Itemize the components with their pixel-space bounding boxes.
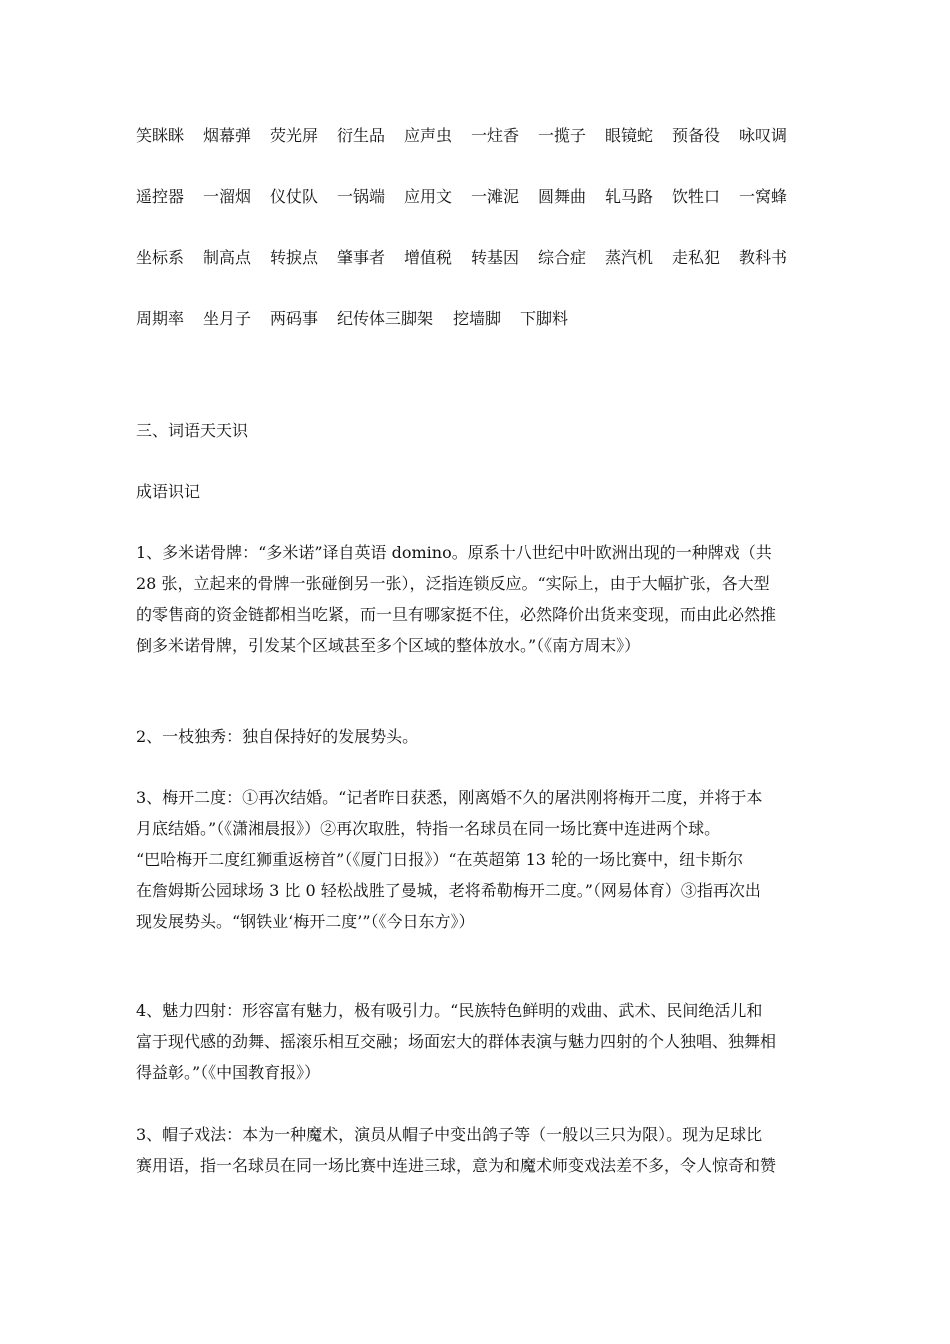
word-item: 制高点 bbox=[203, 248, 252, 267]
word-item: 应声虫 bbox=[404, 126, 453, 145]
word-item: 坐标系 bbox=[136, 248, 185, 267]
word-item: 烟幕弹 bbox=[203, 126, 252, 145]
entry-text-line: 1、多米诺骨牌：“多米诺”译自英语 domino。原系十八世纪中叶欧洲出现的一种牌戏（共 bbox=[136, 543, 772, 562]
entry-text-line: 赛用语，指一名球员在同一场比赛中连进三球，意为和魔术师变戏法差不多，令人惊奇和赞 bbox=[136, 1156, 777, 1175]
word-item: 预备役 bbox=[672, 126, 721, 145]
word-item: 走私犯 bbox=[672, 248, 721, 267]
word-item: 应用文 bbox=[404, 187, 453, 206]
entry-text-line: 倒多米诺骨牌，引发某个区域甚至多个区域的整体放水。”（《南方周末》） bbox=[136, 636, 641, 655]
entry-text-line: 4、魅力四射：形容富有魅力，极有吸引力。“民族特色鲜明的戏曲、武术、民间绝活儿和 bbox=[136, 1001, 763, 1020]
word-item: 纪传体三脚架 bbox=[337, 309, 434, 328]
word-item: 轧马路 bbox=[605, 187, 654, 206]
word-item: 咏叹调 bbox=[739, 126, 788, 145]
word-item: 两码事 bbox=[270, 309, 319, 328]
entry-text-line: 月底结婚。”（《潇湘晨报》）②再次取胜，特指一名球员在同一场比赛中连进两个球。 bbox=[136, 819, 721, 838]
word-item: 周期率 bbox=[136, 309, 185, 328]
entry-text-line: 现发展势头。“钢铁业‘梅开二度’”（《今日东方》） bbox=[136, 912, 475, 931]
section-title: 三、词语天天识 bbox=[136, 421, 249, 440]
word-item: 肇事者 bbox=[337, 248, 386, 267]
word-item: 一溜烟 bbox=[203, 187, 252, 206]
word-item: 衍生品 bbox=[337, 126, 386, 145]
word-item: 一锅端 bbox=[337, 187, 386, 206]
word-item: 教科书 bbox=[739, 248, 788, 267]
entry-text-line: 28 张，立起来的骨牌一张碰倒另一张），泛指连锁反应。“实际上，由于大幅扩张，各大型 bbox=[136, 574, 770, 593]
word-item: 圆舞曲 bbox=[538, 187, 587, 206]
entry-text-line: 富于现代感的劲舞、摇滚乐相互交融；场面宏大的群体表演与魅力四射的个人独唱、独舞相 bbox=[136, 1032, 777, 1051]
word-item: 眼镜蛇 bbox=[605, 126, 654, 145]
word-item: 蒸汽机 bbox=[605, 248, 654, 267]
word-item: 遥控器 bbox=[136, 187, 185, 206]
word-item: 一揽子 bbox=[538, 126, 587, 145]
word-item: 增值税 bbox=[404, 248, 453, 267]
word-item: 荧光屏 bbox=[270, 126, 319, 145]
entry-text-line: “巴哈梅开二度红狮重返榜首”（《厦门日报》）“在英超第 13 轮的一场比赛中，纽卡斯尔 bbox=[136, 850, 744, 869]
entry-text-line: 2、一枝独秀：独自保持好的发展势头。 bbox=[136, 727, 419, 746]
word-item: 饮牲口 bbox=[672, 187, 721, 206]
word-item: 坐月子 bbox=[203, 309, 252, 328]
entry-text-line: 3、梅开二度：①再次结婚。“记者昨日获悉，刚离婚不久的屠洪刚将梅开二度，并将于本 bbox=[136, 788, 763, 807]
entry-text-line: 在詹姆斯公园球场 3 比 0 轻松战胜了曼城，老将希勒梅开二度。”（网易体育）③指再次出 bbox=[136, 881, 761, 900]
word-item: 转基因 bbox=[471, 248, 520, 267]
entry-text-line: 得益彰。”（《中国教育报》） bbox=[136, 1063, 321, 1082]
word-item: 综合症 bbox=[538, 248, 587, 267]
entry-text-line: 的零售商的资金链都相当吃紧，而一旦有哪家挺不住，必然降价出货来变现，而由此必然推 bbox=[136, 605, 777, 624]
word-item: 转捩点 bbox=[270, 248, 319, 267]
entry-text-line: 3、帽子戏法：本为一种魔术，演员从帽子中变出鸽子等（一般以三只为限）。现为足球比 bbox=[136, 1125, 763, 1144]
word-item: 笑眯眯 bbox=[136, 126, 185, 145]
word-item: 一炷香 bbox=[471, 126, 520, 145]
subsection-title: 成语识记 bbox=[136, 482, 201, 501]
word-item: 仪仗队 bbox=[270, 187, 319, 206]
word-item: 一滩泥 bbox=[471, 187, 520, 206]
word-item: 挖墙脚 bbox=[453, 309, 502, 328]
word-item: 一窝蜂 bbox=[739, 187, 788, 206]
word-item: 下脚料 bbox=[520, 309, 569, 328]
